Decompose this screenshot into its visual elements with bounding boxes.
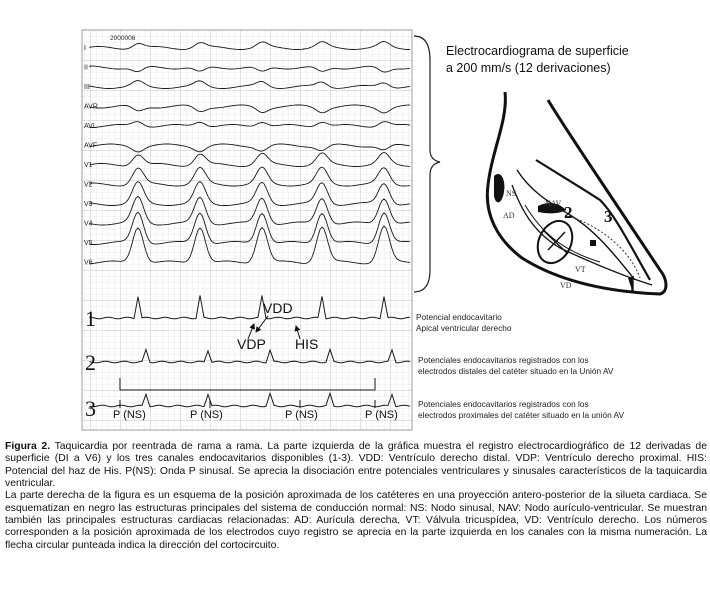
channel-number-3: 3	[85, 396, 96, 421]
channel-2-note-line2: electrodos distales del catéter situado en la Unión AV	[418, 366, 614, 376]
channel-1-note-line2: Apical ventricular derecho	[416, 323, 512, 333]
heart-number-1: 1	[628, 277, 637, 296]
annotation-vdd: VDD	[263, 300, 293, 316]
surface-ecg-title-line1: Electrocardiograma de superficie	[446, 44, 629, 58]
heart-label-vt: VT	[575, 265, 586, 274]
heart-schematic	[487, 92, 666, 296]
heart-number-3: 3	[604, 207, 613, 226]
heart-label-ad: AD	[503, 211, 515, 220]
channel-number-1: 1	[85, 306, 96, 331]
caption-paragraph-2: La parte derecha de la figura es un esquema de la posición aproximada de los catéteres en una proyección antero-posterior de la silueta cardiaca. Se esquematizan en negro las estructuras principales del sistema de conducción normal: NS: Nodo sinusal, NAV: Nodo aurículo-ventricular. Se muestran también las principales estructuras cardiacas relacionadas: AD: Aurícula derecha, VT: Válvula tricuspídea, VD: Ventrículo derecho. Los números corresponden a la posición aproximada de los electrodos cuyo registro se aprecia en la parte izquierda en los canales con la misma numeración. La flecha circular punteada indica la dirección del cortocircuito.	[5, 490, 707, 551]
lead-label-avr: AVR	[84, 103, 98, 111]
p-ns-label-2: P (NS)	[190, 409, 223, 421]
lead-label-v4: V4	[84, 220, 93, 228]
lead-label-ii: II	[84, 64, 88, 72]
recording-timestamp: 2000006	[110, 35, 136, 42]
p-ns-label-3: P (NS)	[285, 409, 318, 421]
lead-label-v3: V3	[84, 201, 93, 208]
lead-label-avf: AVF	[84, 142, 98, 150]
lead-label-v6: V6	[84, 259, 93, 267]
channel-2-note-line1: Potenciales endocavitarios registrados con los	[418, 355, 589, 365]
channel-number-2: 2	[85, 350, 96, 375]
surface-ecg-bracket	[414, 36, 440, 292]
sinus-node	[494, 174, 504, 202]
heart-label-ns: NS	[506, 189, 517, 198]
lead-label-v5: V5	[84, 240, 93, 247]
annotation-his: HIS	[295, 336, 319, 352]
ecg-recording	[82, 30, 412, 430]
heart-label-vd: VD	[560, 281, 572, 290]
surface-ecg-title-line2: a 200 mm/s (12 derivaciones)	[446, 61, 611, 75]
ecg-grid	[82, 30, 412, 430]
lead-label-iii: III	[84, 84, 90, 91]
caption-label: Figura 2.	[5, 441, 51, 452]
lead-label-avl: AVL	[84, 123, 97, 130]
lead-label-v2: V2	[84, 181, 93, 189]
channel-3-note-line1: Potenciales endocavitarios registrados con los	[418, 399, 589, 409]
lead-label-v1: V1	[84, 162, 93, 169]
channel-3-note-line2: electrodos proximales del catéter situado en la unión AV	[418, 410, 625, 420]
p-ns-label-1: P (NS)	[113, 409, 146, 421]
lead-label-i: I	[84, 45, 86, 52]
heart-label-nav: NAV	[545, 199, 562, 208]
heart-number-2: 2	[564, 203, 573, 222]
annotation-vdp: VDP	[237, 336, 266, 352]
caption-paragraph-1: Taquicardia por reentrada de rama a rama. La parte izquierda de la gráfica muestra el registro electrocardiográfico de 12 derivadas de superficie (DI a V6) y los tres canales endocavitarios disponibles (1-3). VDD: Ventrículo derecho distal. VDP: Ventrículo derecho proximal. HIS: Potencial del haz de His. P(NS): Onda P sinusal. Se aprecia la disociación entre potenciales ventriculares y sinusales característicos de la taquicardia ventricular.	[5, 441, 707, 490]
figure-caption	[5, 441, 707, 552]
channel-1-note-line1: Potencial endocavitario	[416, 312, 502, 322]
p-ns-label-4: P (NS)	[365, 409, 398, 421]
